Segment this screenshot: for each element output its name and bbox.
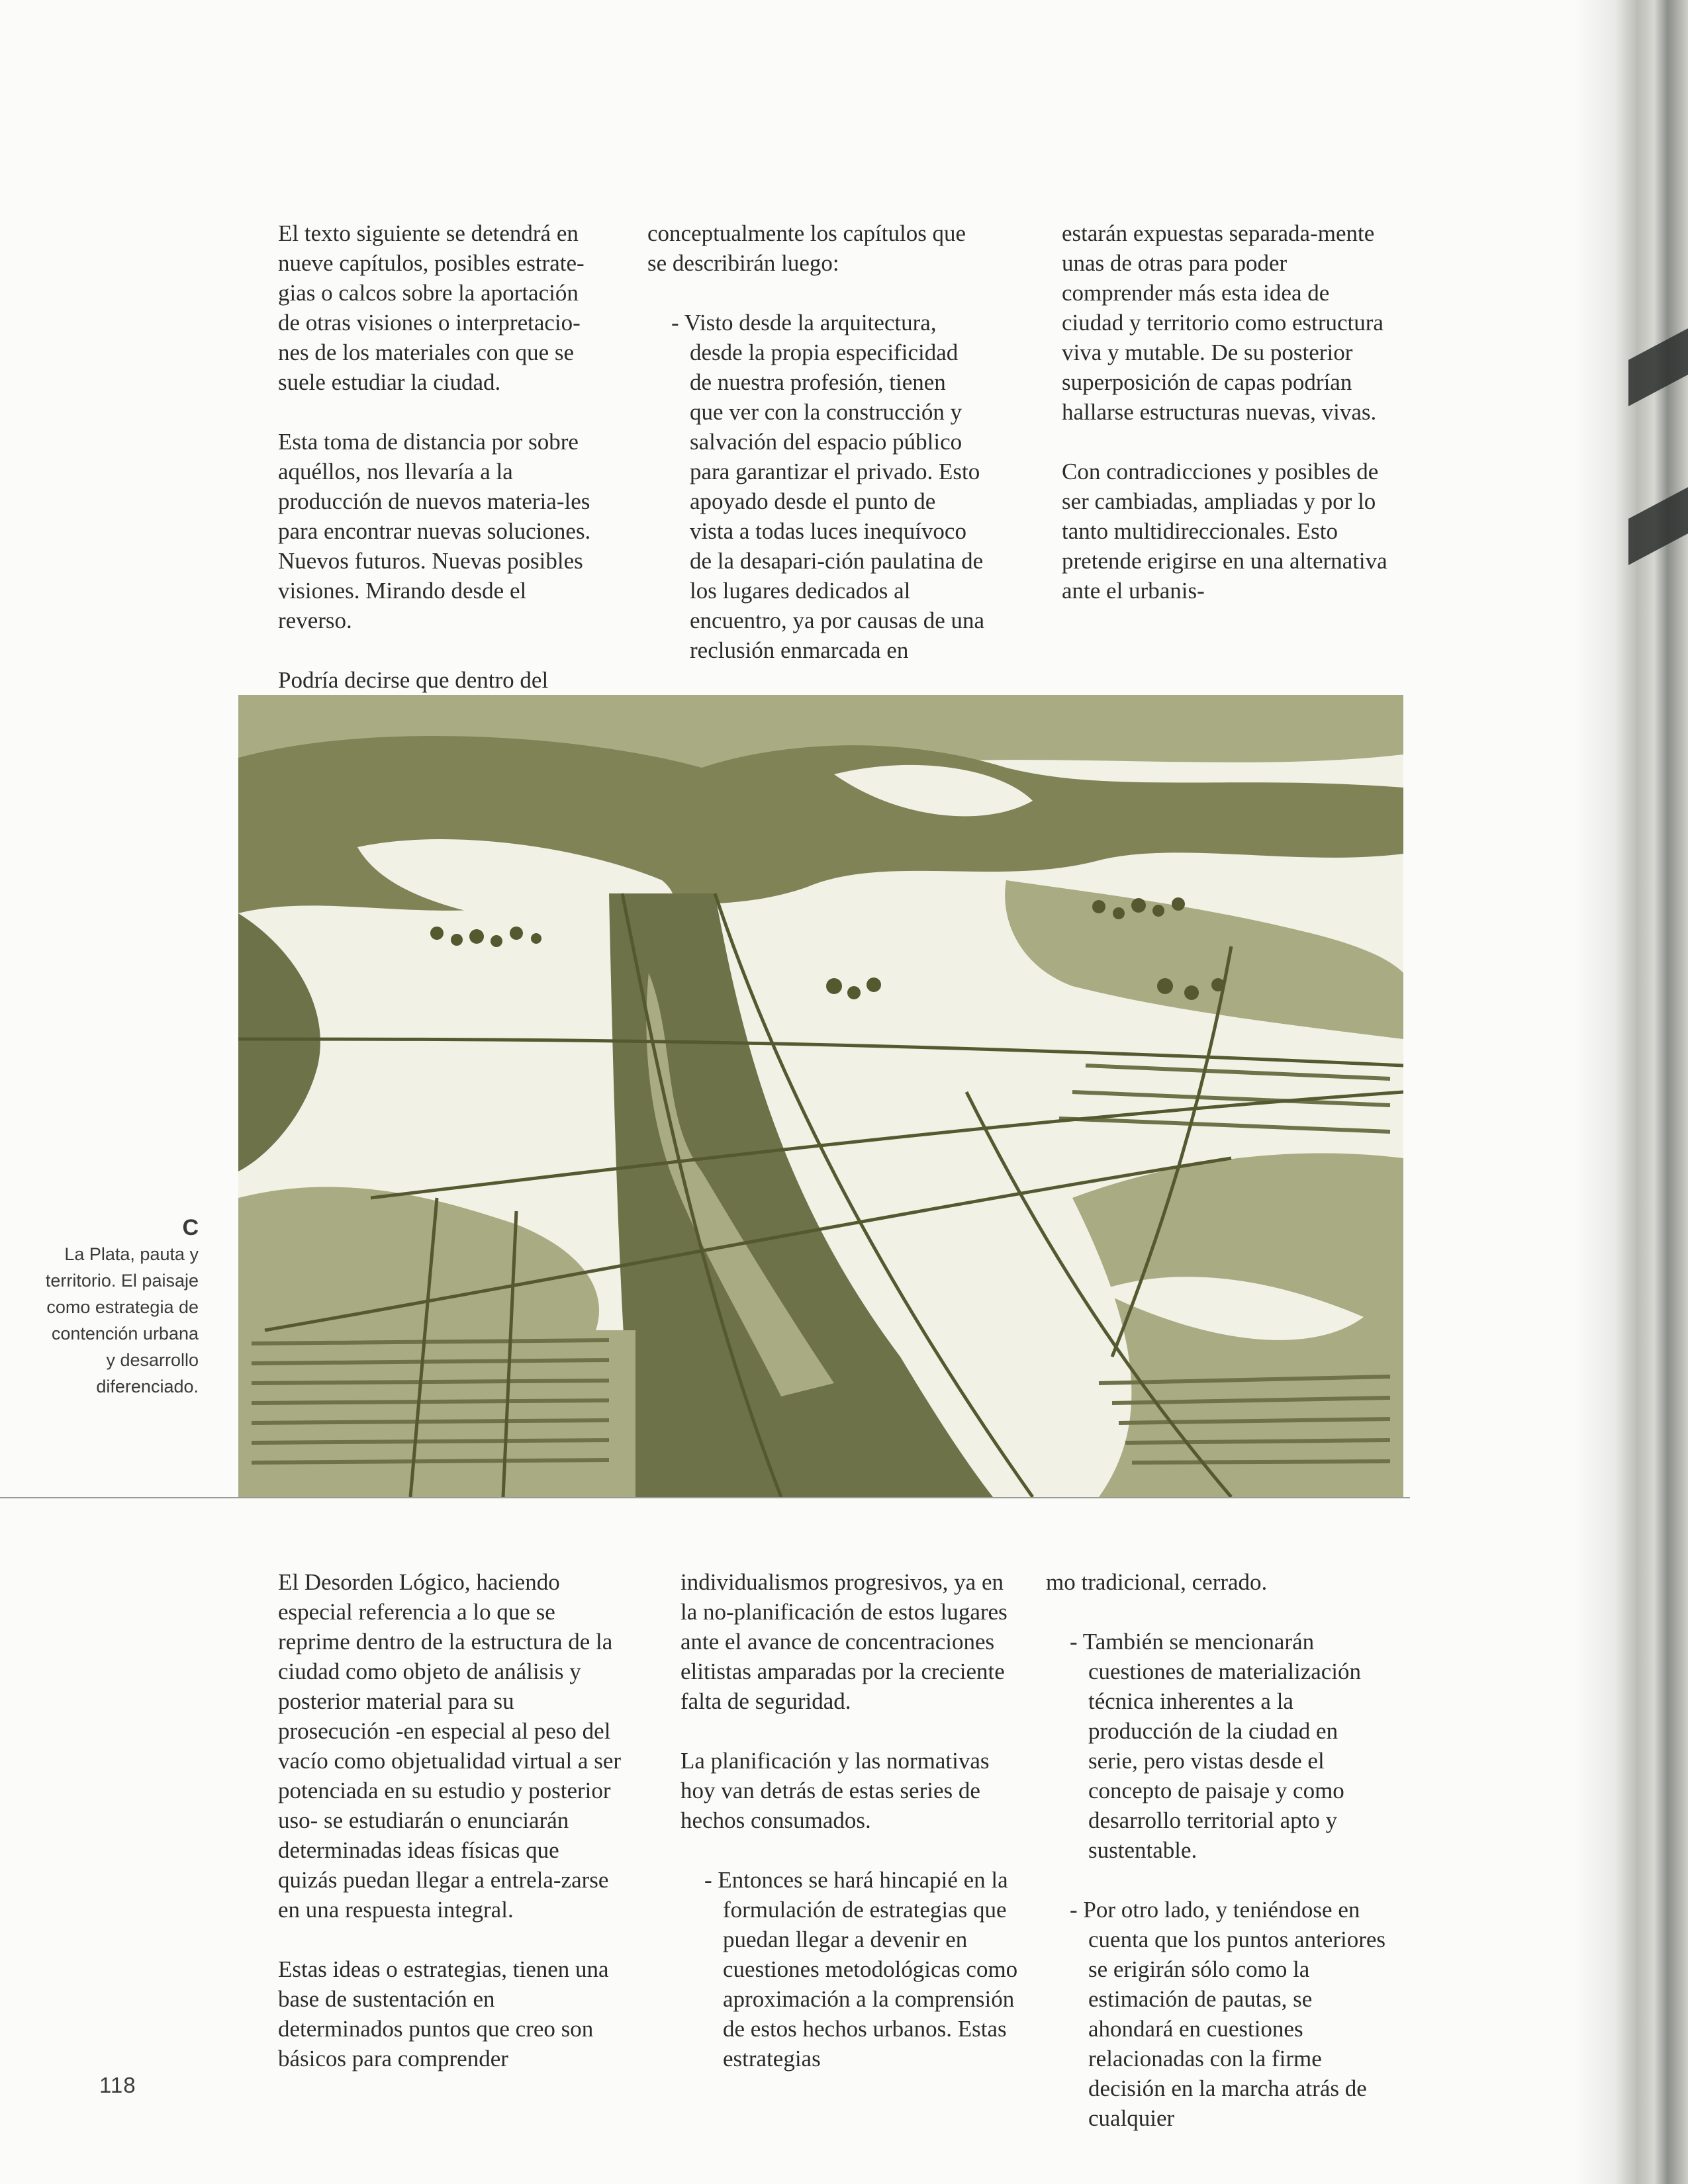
list-item: - Visto desde la arquitectura, desde la propia especificidad de nuestra profesión, tienen que ver con la construcción y salvación del espacio público para garantizar el privado. Esto apoyado desde el punto de vista a todas luces inequívoco de la desapari-ción paulatina de los lugares dedicados al encuentro, ya por causas de una reclusión enmarcada en — [671, 310, 985, 663]
horizontal-rule — [0, 1497, 1410, 1498]
list-item: - Entonces se hará hincapié en la formulación de estrategias que puedan llegar a devenir en cuestiones metodológicas como aproximación a la comprensión de estos hechos urbanos. Estas estrategias — [704, 1867, 1018, 2071]
top-text-column-3 — [1062, 189, 1393, 635]
landscape-sketch-figure — [238, 695, 1403, 1497]
page-number: 118 — [99, 2073, 136, 2097]
paragraph: individualismos progresivos, ya en la no-planificación de estos lugares ante el avance de concentraciones elitistas amparadas por la creciente falta de seguridad. — [680, 1569, 1008, 1714]
figure-letter: C — [182, 1215, 199, 1240]
paragraph: El Desorden Lógico, haciendo especial referencia a lo que se reprime dentro de la estructura de la ciudad como objeto de análisis y posterior material para su prosecución -en especial al peso del vacío como objetualidad virtual a ser potenciada en su estudio y posterior uso- se estudiarán o enunciarán determinadas ideas físicas que quizás puedan llegar a entrela-zarse en una respuesta integral. — [278, 1569, 622, 1923]
page-gutter-shadow — [1575, 0, 1688, 2184]
top-text-column-2 — [647, 189, 985, 695]
top-text-column-1 — [278, 189, 602, 754]
figure-caption — [40, 1214, 199, 1400]
bottom-text-column-3 — [1046, 1537, 1390, 2163]
paragraph: conceptualmente los capítulos que se describirán luego: — [647, 220, 966, 276]
paragraph: Esta toma de distancia por sobre aquéllos, nos llevaría a la producción de nuevos materia-les para encontrar nuevas soluciones. Nuevos futuros. Nuevas posibles visiones. Mirando desde el reverso. — [278, 429, 591, 633]
bottom-text-column-2 — [680, 1537, 1025, 2103]
bottom-left-field — [238, 1330, 635, 1497]
bottom-text-column-1 — [278, 1537, 622, 2103]
paragraph: Estas ideas o estrategias, tienen una base de sustentación en determinados puntos que creo son básicos para comprender — [278, 1956, 609, 2071]
paragraph: La planificación y las normativas hoy van detrás de estas series de hechos consumados. — [680, 1748, 990, 1833]
paragraph: estarán expuestas separada-mente unas de otras para poder comprender más esta idea de ciudad y territorio como estructura viva y mutable. De su posterior superposición de capas podrían hallarse estructuras nuevas, vivas. — [1062, 220, 1383, 425]
caption-text: La Plata, pauta y territorio. El paisaje como estrategia de contención urbana y desarrollo diferenciado. — [45, 1244, 199, 1396]
paragraph: El texto siguiente se detendrá en nueve capítulos, posibles estrate-gias o calcos sobre la aportación de otras visiones o interpretacio-nes de los materiales con que se suele estudiar la ciudad. — [278, 220, 585, 395]
paragraph: Podría decirse que dentro del — [278, 667, 549, 693]
paragraph: Con contradicciones y posibles de ser cambiadas, ampliadas y por lo tanto multidireccionales. Esto pretende erigirse en una alternativa ante el urbanis- — [1062, 459, 1387, 604]
list-item: - Por otro lado, y teniéndose en cuenta que los puntos anteriores se erigirán sólo como la estimación de pautas, se ahondará en cuestiones relacionadas con la firme decisión en la marcha atrás de cualquier — [1070, 1897, 1386, 2131]
paragraph: mo tradicional, cerrado. — [1046, 1569, 1268, 1595]
list-item: - También se mencionarán cuestiones de materialización técnica inherentes a la producción de la ciudad en serie, pero vistas desde el concepto de paisaje y como desarrollo territorial apto y sustentable. — [1070, 1629, 1362, 1863]
